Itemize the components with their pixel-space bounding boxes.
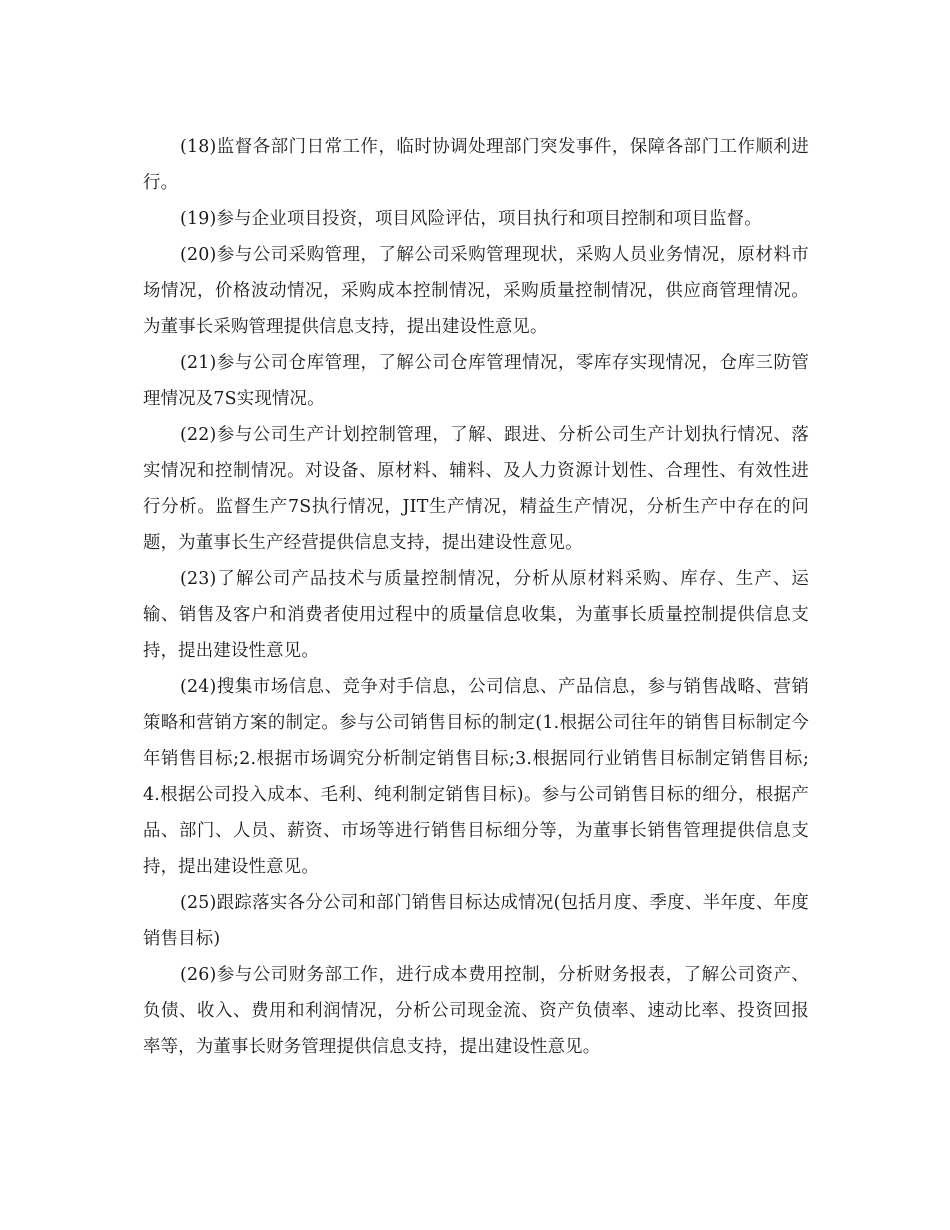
paragraph-25: (25)跟踪落实各分公司和部门销售目标达成情况(包括月度、季度、半年度、年度销售目标) bbox=[143, 893, 809, 949]
paragraph-22: (22)参与公司生产计划控制管理，了解、跟进、分析公司生产计划执行情况、落实情况和控制情况。对设备、原材料、辅料、及人力资源计划性、合理性、有效性进行分析。监督生产7S执行情况，JIT生产情况，精益生产情况，分析生产中存在的问题，为董事长生产经营提供信息支持，提出建设性意见。 bbox=[143, 425, 809, 553]
paragraph-21: (21)参与公司仓库管理，了解公司仓库管理情况，零库存实现情况，仓库三防管理情况及7S实现情况。 bbox=[143, 353, 809, 409]
paragraph-24: (24)搜集市场信息、竞争对手信息，公司信息、产品信息，参与销售战略、营销策略和营销方案的制定。参与公司销售目标的制定(1.根据公司往年的销售目标制定今年销售目标;2.根据市场调究分析制定销售目标;3.根据同行业销售目标制定销售目标;4.根据公司投入成本、毛利、纯利制定销售目标)。参与公司销售目标的细分，根据产品、部门、人员、薪资、市场等进行销售目标细分等，为董事长销售管理提供信息支持，提出建设性意见。 bbox=[143, 677, 809, 877]
paragraph-20: (20)参与公司采购管理，了解公司采购管理现状，采购人员业务情况，原材料市场情况，价格波动情况，采购成本控制情况，采购质量控制情况，供应商管理情况。为董事长采购管理提供信息支持，提出建设性意见。 bbox=[143, 245, 809, 337]
paragraph-19: (19)参与企业项目投资，项目风险评估，项目执行和项目控制和项目监督。 bbox=[180, 209, 762, 229]
paragraph-26: (26)参与公司财务部工作，进行成本费用控制，分析财务报表，了解公司资产、负债、收入、费用和利润情况，分析公司现金流、资产负债率、速动比率、投资回报率等，为董事长财务管理提供信息支持，提出建设性意见。 bbox=[143, 965, 809, 1057]
paragraph-18: (18)监督各部门日常工作，临时协调处理部门突发事件，保障各部门工作顺利进行。 bbox=[143, 137, 809, 193]
document-body bbox=[143, 129, 809, 1065]
paragraph-23: (23)了解公司产品技术与质量控制情况，分析从原材料采购、库存、生产、运输、销售及客户和消费者使用过程中的质量信息收集，为董事长质量控制提供信息支持，提出建设性意见。 bbox=[143, 569, 809, 661]
